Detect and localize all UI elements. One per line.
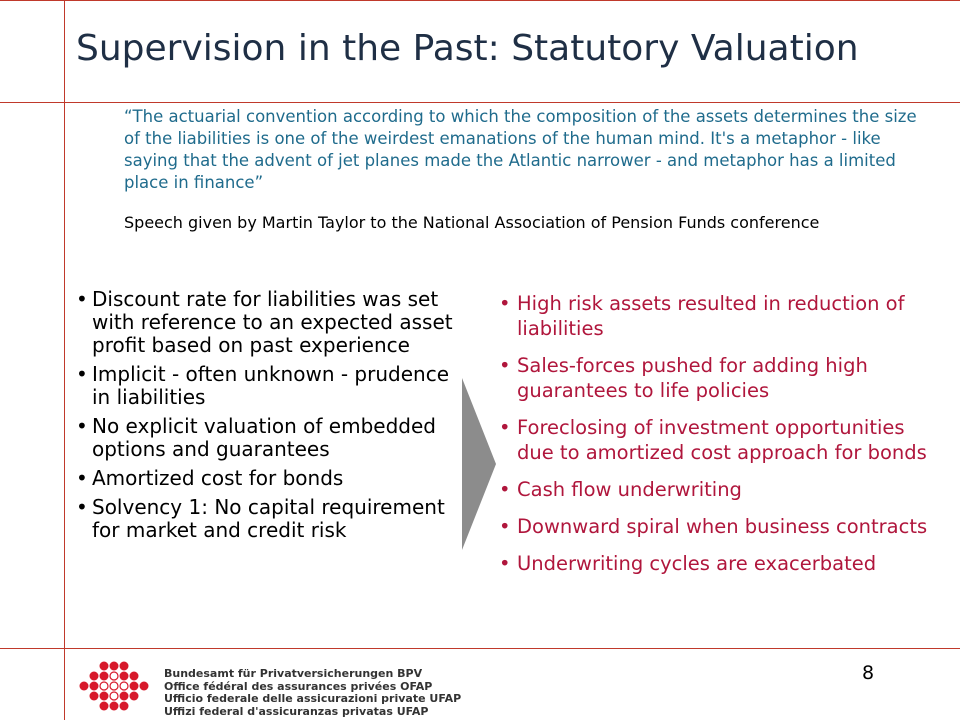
org-line: Office fédéral des assurances privées OFAP [164,679,433,693]
quote-source: Speech given by Martin Taylor to the National Association of Pension Funds conference [124,213,820,232]
left-bullet: • Solvency 1: No capital requirement for market and credit risk [76,496,471,542]
left-bullet: • Discount rate for liabilities was set with reference to an expected asset profit based on past experience [76,288,471,357]
page-number: 8 [862,662,875,684]
organisation-names [164,668,461,718]
title-bottom-rule [0,102,960,103]
org-line: Ufficio federale delle assicurazioni private UFAP [164,692,462,705]
org-line: Bundesamt für Privatversicherungen BPV [164,667,423,680]
right-bullet: • Underwriting cycles are exacerbated [497,551,947,576]
slide-title: Supervision in the Past: Statutory Valuation [76,28,859,69]
right-bullet: • Cash flow underwriting [497,477,947,502]
swiss-federal-logo-icon [74,660,158,716]
left-bullet: • No explicit valuation of embedded options and guarantees [76,415,471,461]
left-bullet: • Implicit - often unknown - prudence in liabilities [76,363,471,409]
vertical-rule [64,0,65,720]
right-bullet: • Downward spiral when business contracts [497,514,947,539]
chevron-arrow-icon [462,378,498,550]
quote-text: “The actuarial convention according to which the composition of the assets determines the size of the liabilities is one of the weirdest emanations of the human mind. It's a metaphor - like saying that the advent of jet planes made the Atlantic narrower - and metaphor has a limited place in finance” [124,107,917,192]
right-bullet: • Sales-forces pushed for adding high guarantees to life policies [497,353,947,403]
title-top-rule [0,0,960,1]
footer-rule [0,648,960,649]
right-bullet: • High risk assets resulted in reduction of liabilities [497,291,947,341]
left-bullet-list [76,288,471,548]
right-bullet: • Foreclosing of investment opportunities due to amortized cost approach for bonds [497,415,947,465]
left-bullet: • Amortized cost for bonds [76,467,471,490]
right-bullet-list [497,291,947,588]
org-line: Uffizi federal d'assicuranzas privatas UFAP [164,704,429,718]
